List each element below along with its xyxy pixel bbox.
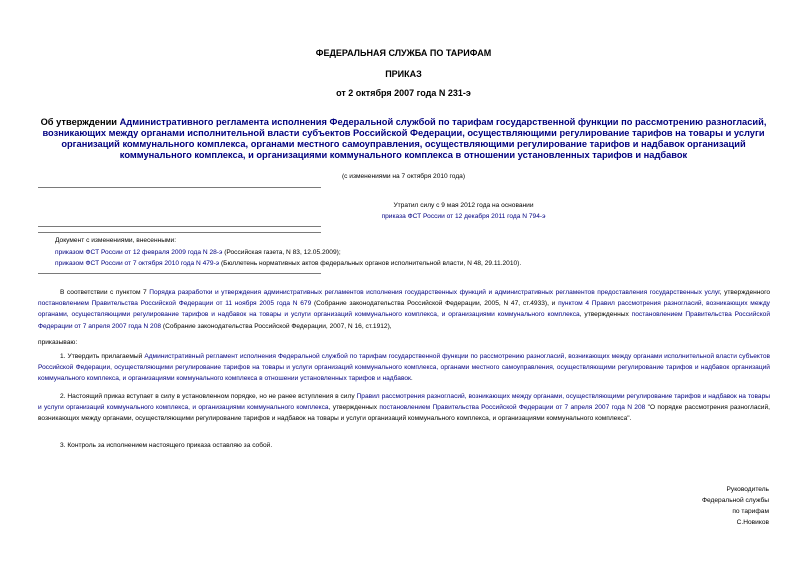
regulation-approve-link[interactable]: Административный регламент исполнения Федеральной службой по тарифам государственной функции по рассмотрению разногласий, возникающих между органами исполнительной власти субъектов Российской Федерации, осуществляющими регулирование тарифов на товары и услуги организаций коммунального комплекса, органами местного самоуправления, осуществляющими регулирование тарифов и надбавок организаций коммунального комплекса, и организациями коммунального комплекса в отношении установленных тарифов и надбавок xyxy=(38,353,770,383)
text: . xyxy=(410,375,413,383)
signer-org-suffix: по тарифам xyxy=(732,508,769,515)
amendment-source: (Бюллетень нормативных актов федеральных органов исполнительной власти, N 48, 29.11.2010). xyxy=(219,260,522,267)
doc-title-prefix: Об утверждении xyxy=(40,117,120,127)
amendments-heading: Документ с изменениями, внесенными: xyxy=(55,237,177,244)
rules-link[interactable]: Правил рассмотрения разногласий, возникающих между органами, осуществляющими регулирование тарифов и надбавок на товары и услуги организаций коммунального комплекса, и организациями коммунального комплекса xyxy=(38,393,770,412)
text: В соответствии с пунктом 7 xyxy=(60,289,150,296)
resolution-208-link[interactable]: постановлением Правительства Российской Федерации от 7 апреля 2007 года N 208 xyxy=(38,311,771,330)
order-item-1 xyxy=(38,351,770,385)
amendment-item xyxy=(55,247,775,258)
doc-date-number: от 2 октября 2007 года N 231-э xyxy=(336,88,471,98)
text: , утвержденных xyxy=(579,311,632,319)
signer-org: Федеральной службы xyxy=(701,497,769,504)
signer-name: С.Новиков xyxy=(736,519,769,526)
divider xyxy=(38,273,321,274)
divider xyxy=(38,187,321,188)
text: (Собрание законодательства Российской Федерации, 2005, N 47, ст.4933), и xyxy=(311,300,559,308)
regulation-link[interactable]: Административного регламента исполнения Федеральной службой по тарифам государственной функции по рассмотрению разногласий, возникающих между органами исполнительной власти субъектов Российской Федерации, осуществляющими регулирование тарифов на товары и услуги организаций коммунального комплекса, органами местного самоуправления, осуществляющими регулирование тарифов и надбавок организаций коммунального комплекса, и организациями коммунального комплекса в отношении установленных тарифов и надбавок xyxy=(42,117,767,160)
doc-title xyxy=(30,117,777,161)
text: , утвержденных xyxy=(328,404,380,412)
order-word: приказываю: xyxy=(38,339,78,346)
text: , утвержденного xyxy=(719,289,771,296)
repeal-text: Утратил силу с 9 мая 2012 года на основании xyxy=(393,202,534,209)
text: 1. Утвердить прилагаемый xyxy=(60,353,145,360)
amended-note: (с изменениями на 7 октября 2010 года) xyxy=(341,173,466,180)
amendment-item xyxy=(55,258,775,269)
text: 2. Настоящий приказ вступает в силу в установленном порядке, но не ранее вступления в силу xyxy=(60,393,357,400)
resolution-208-link[interactable]: постановлением Правительства Российской Федерации от 7 апреля 2007 года N 208 xyxy=(379,404,646,412)
doc-type: ПРИКАЗ xyxy=(385,69,422,79)
repeal-link xyxy=(60,211,807,222)
procedure-link[interactable]: Порядка разработки и утверждения административных регламентов исполнения государственных функций и административных регламентов предоставления государственных услуг xyxy=(149,289,720,296)
signature-block xyxy=(569,484,769,528)
divider xyxy=(38,226,321,227)
amendment-link[interactable]: приказом ФСТ России от 12 февраля 2009 года N 28-э xyxy=(55,249,223,256)
resolution-679-link[interactable]: постановлением Правительства Российской Федерации от 11 ноября 2005 года N 679 xyxy=(38,300,312,308)
amendment-link[interactable]: приказом ФСТ России от 7 октября 2010 года N 479-э xyxy=(55,260,220,267)
order-item-2 xyxy=(38,391,770,425)
repeal-order-link[interactable]: приказа ФСТ России от 12 декабря 2011 года N 794-э xyxy=(381,213,546,220)
signer-title: Руководитель xyxy=(726,486,769,493)
text: "О порядке рассмотрения разногласий, возникающих между органами, осуществляющими регулирование тарифов и надбавок на товары и услуги организаций коммунального комплекса, и организациями коммунального комплекса". xyxy=(38,404,770,423)
agency-name: ФЕДЕРАЛЬНАЯ СЛУЖБА ПО ТАРИФАМ xyxy=(315,48,492,58)
order-item-3: 3. Контроль за исполнением настоящего приказа оставляю за собой. xyxy=(60,442,273,449)
divider xyxy=(38,232,321,233)
rules-p4-link[interactable]: пунктом 4 Правил рассмотрения разногласий, возникающих между органами, осуществляющими регулирование тарифов и надбавок на товары и услуги организаций коммунального комплекса, и организациями коммунального комплекса xyxy=(38,300,770,319)
preamble-paragraph xyxy=(38,287,770,332)
text: (Собрание законодательства Российской Федерации, 2007, N 16, ст.1912), xyxy=(161,322,392,330)
amendment-source: (Российская газета, N 83, 12.05.2009); xyxy=(222,249,341,256)
